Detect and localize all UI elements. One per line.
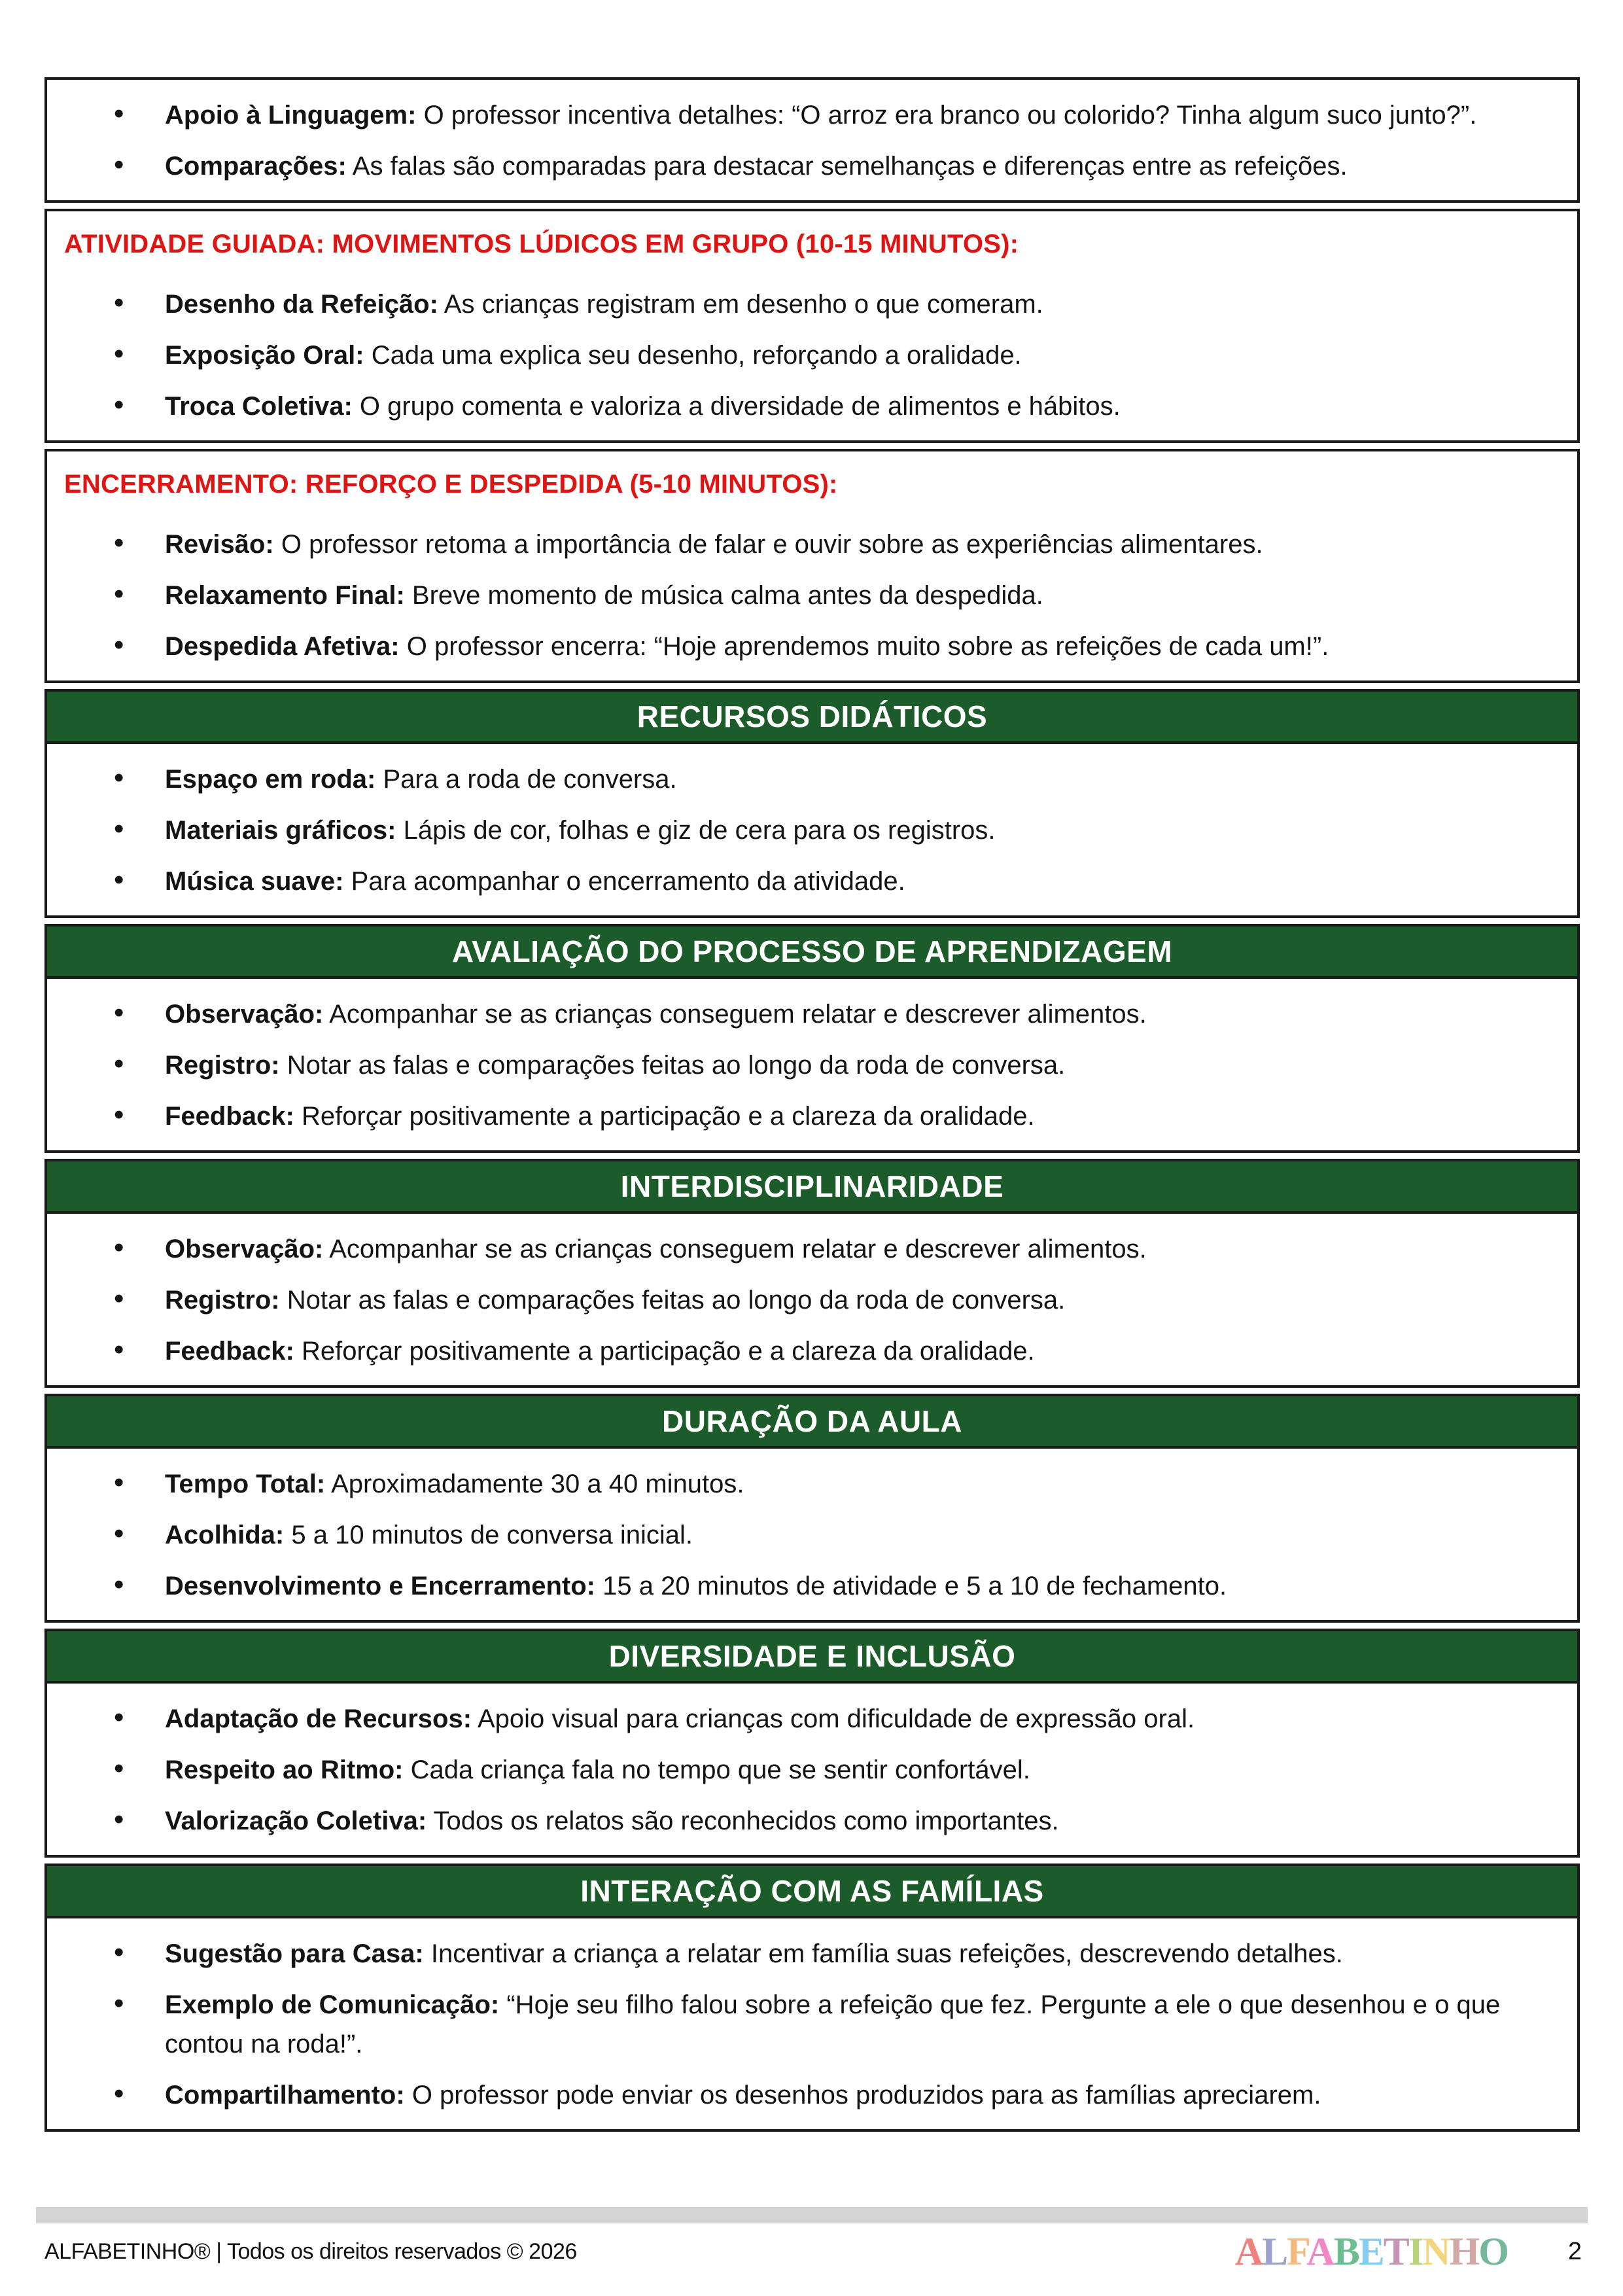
list-item — [47, 1515, 1531, 1555]
bullet-label: Feedback: — [165, 1102, 294, 1131]
bullet-text: Todos os relatos são reconhecidos como importantes. — [433, 1807, 1059, 1835]
list-item — [47, 1229, 1531, 1269]
list-item — [47, 1699, 1531, 1739]
bullet-list — [47, 264, 1577, 440]
list-item — [47, 1046, 1531, 1085]
logo-letter: N — [1422, 2229, 1450, 2273]
section-red-header: ENCERRAMENTO: REFORÇO E DESPEDIDA (5-10 MINUTOS): — [64, 470, 838, 499]
logo-letter: I — [1408, 2229, 1423, 2273]
section-banner: AVALIAÇÃO DO PROCESSO DE APRENDIZAGEM — [47, 927, 1577, 979]
bullet-text: Lápis de cor, folhas e giz de cera para os registros. — [403, 816, 996, 845]
section-box — [44, 77, 1580, 203]
bullet-text: Breve momento de música calma antes da despedida. — [411, 581, 1043, 610]
logo-letter: A — [1234, 2229, 1263, 2273]
list-item — [47, 995, 1531, 1034]
list-item — [47, 627, 1531, 666]
section-banner: DIVERSIDADE E INCLUSÃO — [47, 1631, 1577, 1684]
section-box — [44, 924, 1580, 1153]
bullet-list — [47, 80, 1577, 200]
section-box — [44, 1394, 1580, 1623]
section-box — [44, 1629, 1580, 1858]
bullet-text: O professor retoma a importância de falar e ouvir sobre as experiências alimentares. — [281, 530, 1263, 559]
bullet-text: Apoio visual para crianças com dificuldade de expressão oral. — [477, 1704, 1195, 1733]
bullet-label: Valorização Coletiva: — [165, 1807, 427, 1835]
list-item — [47, 1332, 1531, 1371]
bullet-list — [47, 979, 1577, 1150]
bullet-text: Acompanhar se as crianças conseguem relatar e descrever alimentos. — [329, 1235, 1147, 1263]
bullet-label: Adaptação de Recursos: — [165, 1704, 472, 1733]
brand-logo — [1235, 2229, 1508, 2274]
footer-right — [1235, 2229, 1582, 2274]
bullet-text: Aproximadamente 30 a 40 minutos. — [331, 1470, 744, 1498]
list-item — [47, 1985, 1531, 2064]
list-item — [47, 576, 1531, 615]
bullet-label: Comparações: — [165, 152, 347, 181]
bullet-text: Incentivar a criança a relatar em família suas refeições, descrevendo detalhes. — [430, 1939, 1343, 1968]
section-box — [44, 209, 1580, 443]
bullet-text: Notar as falas e comparações feitas ao longo da roda de conversa. — [287, 1051, 1066, 1080]
bullet-text: “Hoje seu filho falou sobre a refeição que fez. Pergunte a ele o que desenhou e o que contou na roda!”. — [165, 1990, 1501, 2058]
footer-divider — [36, 2207, 1588, 2223]
bullet-text: O professor pode enviar os desenhos produzidos para as famílias apreciarem. — [411, 2081, 1321, 2110]
bullet-label: Desenvolvimento e Encerramento: — [165, 1572, 595, 1600]
footer-copyright: ALFABETINHO® | Todos os direitos reservados © 2026 — [44, 2238, 577, 2264]
bullet-text: Reforçar positivamente a participação e a clareza da oralidade. — [301, 1102, 1035, 1131]
bullet-text: Reforçar positivamente a participação e a clareza da oralidade. — [301, 1337, 1035, 1366]
bullet-text: 5 a 10 minutos de conversa inicial. — [291, 1521, 693, 1549]
list-item — [47, 862, 1531, 901]
page-number: 2 — [1567, 2237, 1582, 2265]
logo-letter: E — [1358, 2229, 1384, 2273]
section-box — [44, 449, 1580, 683]
bullet-text: Para a roda de conversa. — [383, 765, 677, 794]
list-item — [47, 1750, 1531, 1790]
logo-letter: T — [1383, 2229, 1408, 2273]
bullet-label: Desenho da Refeição: — [165, 290, 438, 319]
logo-letter: B — [1333, 2229, 1359, 2273]
list-item — [47, 2075, 1531, 2115]
footer — [44, 2223, 1582, 2280]
bullet-text: As crianças registram em desenho o que comeram. — [444, 290, 1043, 319]
list-item — [47, 336, 1531, 375]
bullet-label: Respeito ao Ritmo: — [165, 1756, 404, 1784]
bullet-label: Feedback: — [165, 1337, 294, 1366]
bullet-list — [47, 744, 1577, 915]
logo-letter: L — [1262, 2229, 1287, 2273]
list-item — [47, 1801, 1531, 1841]
bullet-label: Exemplo de Comunicação: — [165, 1990, 500, 2019]
logo-letter: F — [1287, 2229, 1307, 2273]
bullet-text: Cada criança fala no tempo que se sentir confortável. — [410, 1756, 1030, 1784]
bullet-list — [47, 1684, 1577, 1855]
bullet-list — [47, 1214, 1577, 1385]
list-item — [47, 760, 1531, 799]
bullet-text: O professor encerra: “Hoje aprendemos muito sobre as refeições de cada um!”. — [406, 632, 1329, 661]
section-banner: DURAÇÃO DA AULA — [47, 1396, 1577, 1449]
list-item — [47, 1566, 1531, 1606]
list-item — [47, 96, 1531, 135]
section-red-header: ATIVIDADE GUIADA: MOVIMENTOS LÚDICOS EM GRUPO (10-15 MINUTOS): — [64, 230, 1019, 258]
list-item — [47, 1464, 1531, 1504]
bullet-list — [47, 1918, 1577, 2129]
bullet-label: Sugestão para Casa: — [165, 1939, 424, 1968]
bullet-text: As falas são comparadas para destacar semelhanças e diferenças entre as refeições. — [352, 152, 1348, 181]
bullet-label: Observação: — [165, 1235, 324, 1263]
bullet-text: Cada uma explica seu desenho, reforçando a oralidade. — [371, 341, 1022, 370]
bullet-label: Música suave: — [165, 867, 344, 896]
logo-letter: H — [1449, 2229, 1479, 2273]
section-box — [44, 1863, 1580, 2132]
logo-letter: O — [1478, 2229, 1508, 2273]
bullet-label: Observação: — [165, 1000, 324, 1029]
bullet-text: Para acompanhar o encerramento da atividade. — [351, 867, 905, 896]
section-box — [44, 689, 1580, 918]
section-banner: RECURSOS DIDÁTICOS — [47, 692, 1577, 744]
bullet-label: Registro: — [165, 1051, 280, 1080]
list-item — [47, 811, 1531, 850]
bullet-label: Compartilhamento: — [165, 2081, 405, 2110]
list-item — [47, 147, 1531, 186]
bullet-text: 15 a 20 minutos de atividade e 5 a 10 de fechamento. — [602, 1572, 1227, 1600]
bullet-label: Troca Coletiva: — [165, 392, 353, 421]
bullet-text: Notar as falas e comparações feitas ao longo da roda de conversa. — [287, 1286, 1066, 1315]
bullet-label: Exposição Oral: — [165, 341, 364, 370]
page-content — [44, 77, 1580, 2138]
bullet-label: Tempo Total: — [165, 1470, 326, 1498]
bullet-label: Materiais gráficos: — [165, 816, 396, 845]
bullet-list — [47, 1449, 1577, 1620]
logo-letter: A — [1306, 2229, 1334, 2273]
bullet-text: O grupo comenta e valoriza a diversidade de alimentos e hábitos. — [359, 392, 1121, 421]
bullet-label: Acolhida: — [165, 1521, 285, 1549]
bullet-label: Espaço em roda: — [165, 765, 376, 794]
list-item — [47, 285, 1531, 324]
list-item — [47, 1097, 1531, 1136]
list-item — [47, 1934, 1531, 1973]
list-item — [47, 1280, 1531, 1320]
section-banner: INTERAÇÃO COM AS FAMÍLIAS — [47, 1866, 1577, 1918]
section-box — [44, 1159, 1580, 1388]
bullet-label: Registro: — [165, 1286, 280, 1315]
list-item — [47, 387, 1531, 426]
bullet-list — [47, 504, 1577, 680]
bullet-text: O professor incentiva detalhes: “O arroz era branco ou colorido? Tinha algum suco junto?”. — [423, 101, 1477, 130]
list-item — [47, 525, 1531, 564]
bullet-text: Acompanhar se as crianças conseguem relatar e descrever alimentos. — [329, 1000, 1147, 1029]
bullet-label: Revisão: — [165, 530, 274, 559]
bullet-label: Relaxamento Final: — [165, 581, 405, 610]
section-banner: INTERDISCIPLINARIDADE — [47, 1161, 1577, 1214]
bullet-label: Apoio à Linguagem: — [165, 101, 417, 130]
bullet-label: Despedida Afetiva: — [165, 632, 400, 661]
